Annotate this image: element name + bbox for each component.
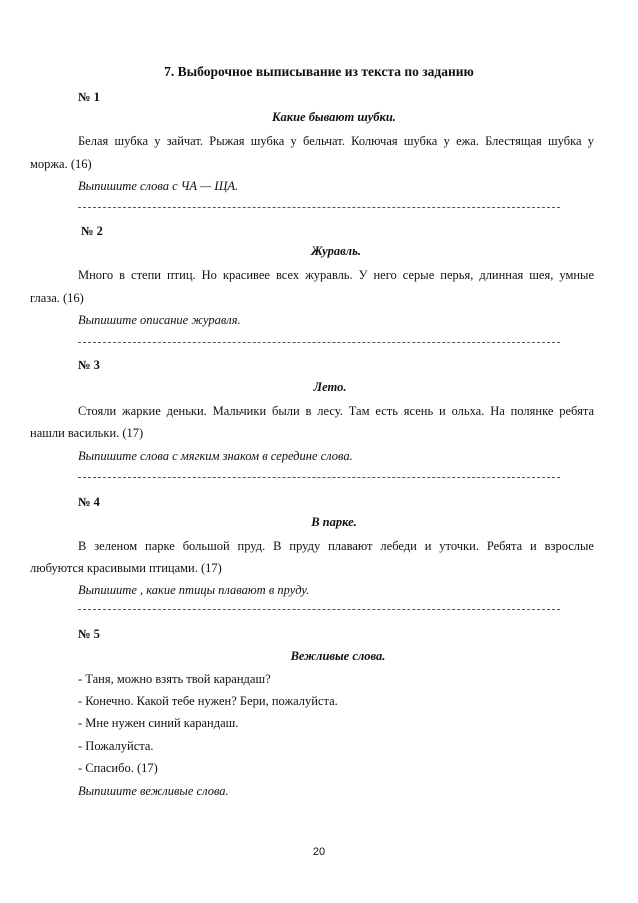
answer-line-1 — [78, 207, 560, 208]
page-number: 20 — [312, 846, 326, 858]
exercise-heading-1: Какие бывают шубки. — [272, 110, 396, 124]
page-title: 7. Выборочное выписывание из текста по заданию — [164, 64, 474, 79]
dialogue-line-2: - Конечно. Какой тебе нужен? Бери, пожалуйста. — [78, 694, 338, 708]
dialogue-line-3: - Мне нужен синий карандаш. — [78, 716, 239, 730]
exercise-number-4: № 4 — [78, 495, 100, 509]
exercise-text-4-line2: любуются красивыми птицами. (17) — [30, 561, 222, 575]
exercise-task-2: Выпишите описание журавля. — [78, 313, 241, 327]
exercise-text-1-line2: моржа. (16) — [30, 157, 92, 171]
exercise-heading-3: Лето. — [313, 380, 347, 394]
answer-line-3 — [78, 477, 560, 478]
exercise-heading-2: Журавль. — [311, 244, 361, 258]
exercise-text-3-line1: Стояли жаркие деньки. Мальчики были в лесу. Там есть ясень и ольха. На полянке ребята — [78, 404, 594, 418]
exercise-number-3: № 3 — [78, 358, 100, 372]
dialogue-line-1: - Таня, можно взять твой карандаш? — [78, 672, 271, 686]
exercise-task-5: Выпишите вежливые слова. — [78, 784, 229, 798]
exercise-task-4: Выпишите , какие птицы плавают в пруду. — [78, 583, 310, 597]
answer-line-2 — [78, 342, 560, 343]
dialogue-line-5: - Спасибо. (17) — [78, 761, 158, 775]
exercise-text-1-line1: Белая шубка у зайчат. Рыжая шубка у бельчат. Колючая шубка у ежа. Блестящая шубка у — [78, 134, 594, 148]
exercise-text-3-line2: нашли васильки. (17) — [30, 426, 144, 440]
exercise-number-1: № 1 — [78, 90, 100, 104]
answer-line-4 — [78, 609, 560, 610]
exercise-task-3: Выпишите слова с мягким знаком в середине слова. — [78, 449, 353, 463]
exercise-number-5: № 5 — [78, 627, 100, 641]
exercise-task-1: Выпишите слова с ЧА — ЩА. — [78, 179, 239, 193]
exercise-text-2-line2: глаза. (16) — [30, 291, 84, 305]
exercise-text-2-line1: Много в степи птиц. Но красивее всех журавль. У него серые перья, длинная шея, умные — [78, 268, 594, 282]
dialogue-line-4: - Пожалуйста. — [78, 739, 154, 753]
exercise-heading-5: Вежливые слова. — [290, 649, 386, 663]
exercise-number-2: № 2 — [81, 224, 103, 238]
exercise-heading-4: В парке. — [311, 515, 357, 529]
exercise-text-4-line1: В зеленом парке большой пруд. В пруду плавают лебеди и уточки. Ребята и взрослые — [78, 539, 594, 553]
